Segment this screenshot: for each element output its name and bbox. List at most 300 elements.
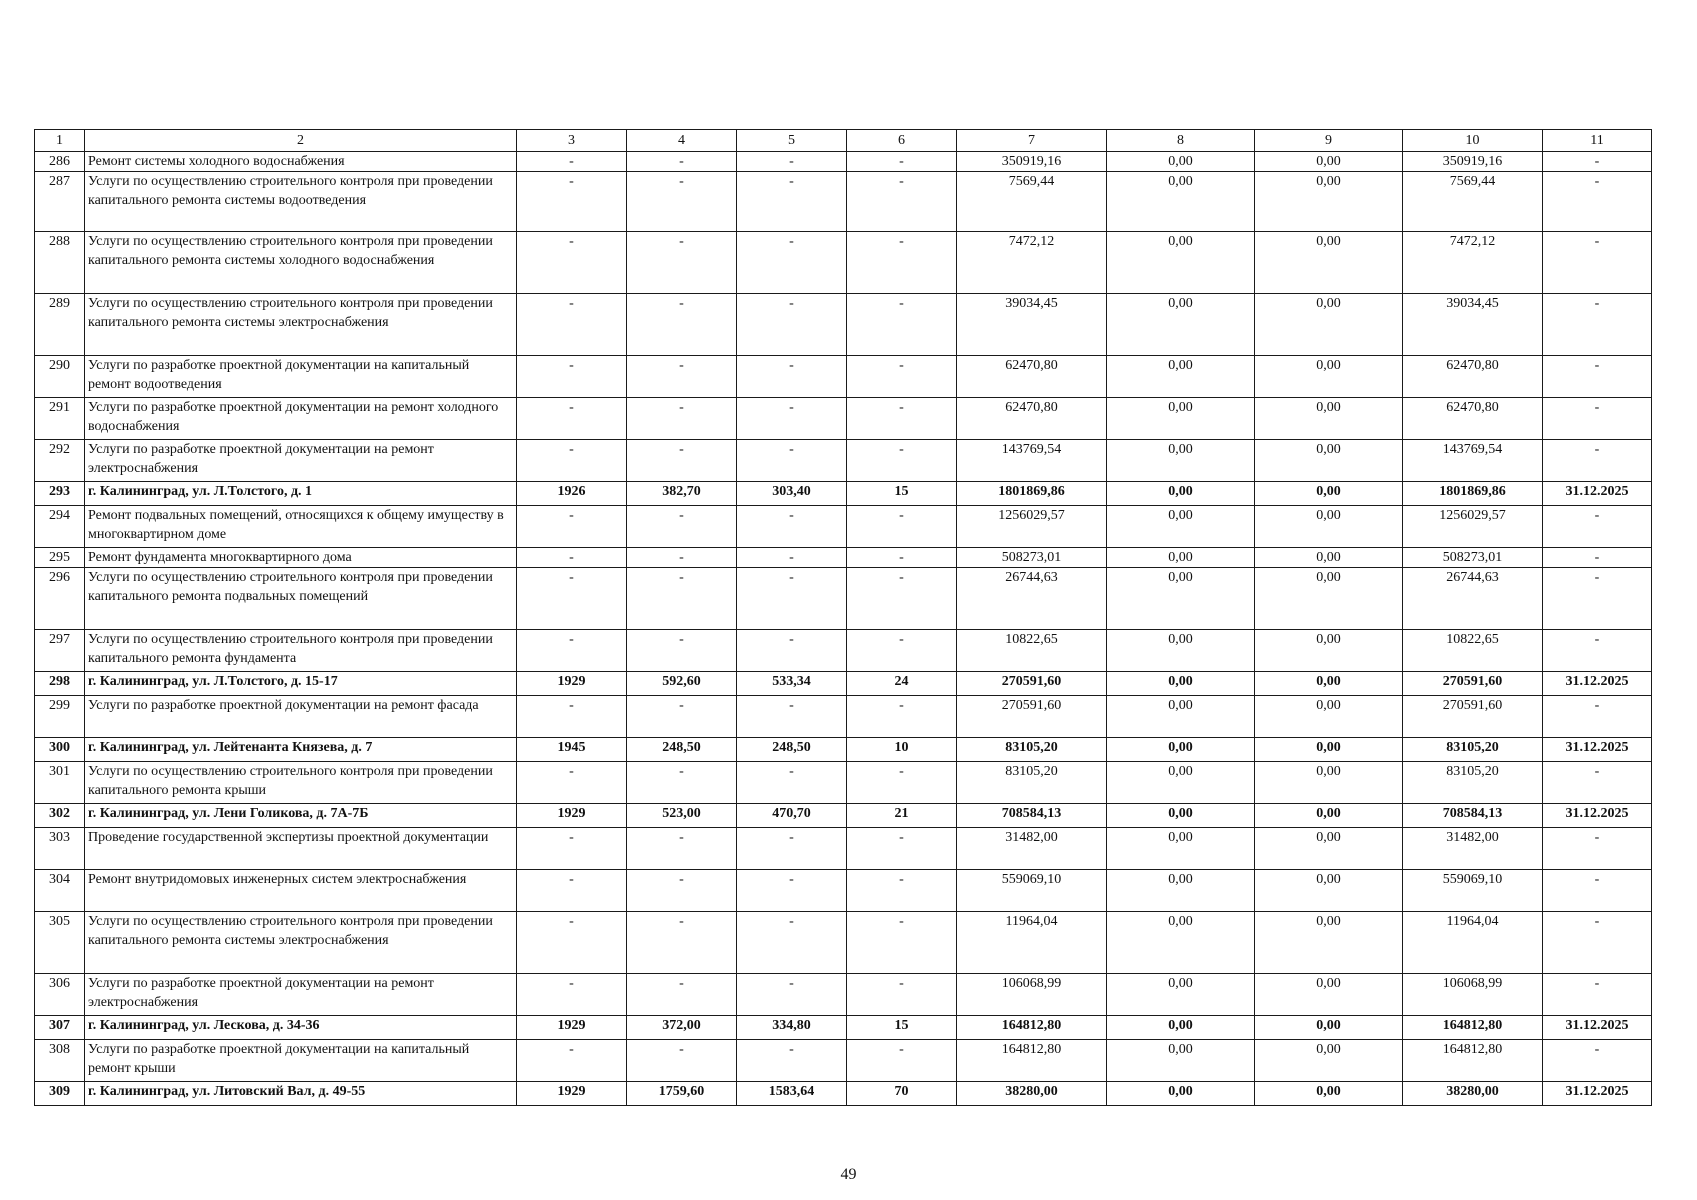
row-cost-fund: 0,00: [1107, 482, 1255, 506]
row-area-total: -: [627, 398, 737, 440]
row-residents: -: [847, 356, 957, 398]
row-cost-owners: 708584,13: [1403, 804, 1543, 828]
row-cost-fund: 0,00: [1107, 356, 1255, 398]
row-year: 1929: [517, 804, 627, 828]
row-deadline: -: [1543, 630, 1652, 672]
row-number: 296: [35, 568, 85, 630]
row-cost-owners: 270591,60: [1403, 696, 1543, 738]
register-sheet: [34, 129, 1651, 1106]
row-cost-owners: 31482,00: [1403, 828, 1543, 870]
row-residents: -: [847, 630, 957, 672]
row-cost-budget: 0,00: [1255, 568, 1403, 630]
row-description: Ремонт фундамента многоквартирного дома: [85, 548, 517, 568]
row-residents: -: [847, 1040, 957, 1082]
row-cost-owners: 83105,20: [1403, 762, 1543, 804]
row-residents: 10: [847, 738, 957, 762]
row-cost-budget: 0,00: [1255, 294, 1403, 356]
table-body: [35, 130, 1652, 1106]
row-cost-budget: 0,00: [1255, 172, 1403, 232]
row-cost-fund: 0,00: [1107, 548, 1255, 568]
row-year: -: [517, 912, 627, 974]
row-year: -: [517, 974, 627, 1016]
row-number: 293: [35, 482, 85, 506]
address-row: [35, 804, 1652, 828]
row-description: г. Калининград, ул. Лени Голикова, д. 7А-7Б: [85, 804, 517, 828]
row-residents: -: [847, 294, 957, 356]
row-description: Услуги по разработке проектной документации на ремонт фасада: [85, 696, 517, 738]
row-cost-total: 38280,00: [957, 1082, 1107, 1106]
row-cost-owners: 62470,80: [1403, 398, 1543, 440]
work-row: [35, 912, 1652, 974]
row-year: -: [517, 548, 627, 568]
row-cost-total: 708584,13: [957, 804, 1107, 828]
row-area-total: 523,00: [627, 804, 737, 828]
row-area-living: -: [737, 506, 847, 548]
row-year: -: [517, 1040, 627, 1082]
row-year: 1926: [517, 482, 627, 506]
row-cost-fund: 0,00: [1107, 870, 1255, 912]
row-cost-budget: 0,00: [1255, 696, 1403, 738]
row-number: 301: [35, 762, 85, 804]
row-year: -: [517, 630, 627, 672]
row-description: Услуги по осуществлению строительного контроля при проведении капитального ремонта системы водоотведения: [85, 172, 517, 232]
row-residents: -: [847, 568, 957, 630]
row-number: 292: [35, 440, 85, 482]
row-deadline: -: [1543, 172, 1652, 232]
row-deadline: 31.12.2025: [1543, 1016, 1652, 1040]
row-area-living: -: [737, 1040, 847, 1082]
row-year: -: [517, 440, 627, 482]
row-cost-budget: 0,00: [1255, 1082, 1403, 1106]
row-cost-total: 7472,12: [957, 232, 1107, 294]
row-deadline: -: [1543, 152, 1652, 172]
row-year: -: [517, 356, 627, 398]
address-row: [35, 482, 1652, 506]
row-area-total: -: [627, 912, 737, 974]
row-deadline: -: [1543, 232, 1652, 294]
row-number: 306: [35, 974, 85, 1016]
row-cost-total: 559069,10: [957, 870, 1107, 912]
row-year: -: [517, 568, 627, 630]
row-cost-fund: 0,00: [1107, 172, 1255, 232]
row-residents: 24: [847, 672, 957, 696]
row-cost-total: 39034,45: [957, 294, 1107, 356]
work-row: [35, 696, 1652, 738]
row-year: -: [517, 294, 627, 356]
row-cost-owners: 270591,60: [1403, 672, 1543, 696]
row-number: 288: [35, 232, 85, 294]
work-row: [35, 294, 1652, 356]
row-cost-budget: 0,00: [1255, 630, 1403, 672]
row-cost-budget: 0,00: [1255, 870, 1403, 912]
row-area-living: -: [737, 398, 847, 440]
row-description: Услуги по осуществлению строительного контроля при проведении капитального ремонта системы электроснабжения: [85, 912, 517, 974]
row-residents: -: [847, 232, 957, 294]
row-cost-owners: 508273,01: [1403, 548, 1543, 568]
row-cost-total: 164812,80: [957, 1016, 1107, 1040]
column-header: 5: [737, 130, 847, 152]
row-area-living: -: [737, 974, 847, 1016]
column-header: 4: [627, 130, 737, 152]
row-number: 303: [35, 828, 85, 870]
row-deadline: 31.12.2025: [1543, 738, 1652, 762]
row-number: 291: [35, 398, 85, 440]
row-cost-fund: 0,00: [1107, 762, 1255, 804]
row-cost-owners: 11964,04: [1403, 912, 1543, 974]
row-cost-fund: 0,00: [1107, 1040, 1255, 1082]
row-deadline: -: [1543, 696, 1652, 738]
row-description: г. Калининград, ул. Л.Толстого, д. 1: [85, 482, 517, 506]
row-area-total: -: [627, 762, 737, 804]
work-row: [35, 548, 1652, 568]
row-area-total: -: [627, 568, 737, 630]
row-area-total: -: [627, 696, 737, 738]
row-area-total: -: [627, 974, 737, 1016]
row-area-living: 334,80: [737, 1016, 847, 1040]
row-cost-total: 26744,63: [957, 568, 1107, 630]
row-cost-total: 62470,80: [957, 356, 1107, 398]
row-cost-budget: 0,00: [1255, 232, 1403, 294]
row-cost-total: 1801869,86: [957, 482, 1107, 506]
row-cost-budget: 0,00: [1255, 828, 1403, 870]
row-area-total: -: [627, 172, 737, 232]
row-deadline: -: [1543, 506, 1652, 548]
row-cost-total: 350919,16: [957, 152, 1107, 172]
row-residents: 70: [847, 1082, 957, 1106]
row-area-living: -: [737, 912, 847, 974]
row-cost-fund: 0,00: [1107, 506, 1255, 548]
row-cost-total: 270591,60: [957, 696, 1107, 738]
row-deadline: 31.12.2025: [1543, 672, 1652, 696]
row-area-living: 248,50: [737, 738, 847, 762]
row-cost-budget: 0,00: [1255, 548, 1403, 568]
row-deadline: -: [1543, 870, 1652, 912]
column-header: 6: [847, 130, 957, 152]
row-year: -: [517, 506, 627, 548]
row-residents: -: [847, 398, 957, 440]
row-residents: -: [847, 870, 957, 912]
row-residents: -: [847, 548, 957, 568]
row-cost-owners: 38280,00: [1403, 1082, 1543, 1106]
row-deadline: -: [1543, 828, 1652, 870]
row-cost-fund: 0,00: [1107, 294, 1255, 356]
row-cost-total: 7569,44: [957, 172, 1107, 232]
row-deadline: 31.12.2025: [1543, 804, 1652, 828]
row-cost-budget: 0,00: [1255, 1040, 1403, 1082]
row-year: 1929: [517, 1082, 627, 1106]
row-area-total: 248,50: [627, 738, 737, 762]
row-cost-fund: 0,00: [1107, 974, 1255, 1016]
row-cost-budget: 0,00: [1255, 152, 1403, 172]
row-cost-fund: 0,00: [1107, 1082, 1255, 1106]
address-row: [35, 1082, 1652, 1106]
row-number: 307: [35, 1016, 85, 1040]
row-area-total: -: [627, 506, 737, 548]
row-cost-owners: 164812,80: [1403, 1040, 1543, 1082]
row-number: 287: [35, 172, 85, 232]
row-deadline: -: [1543, 568, 1652, 630]
row-description: г. Калининград, ул. Л.Толстого, д. 15-17: [85, 672, 517, 696]
row-area-living: -: [737, 440, 847, 482]
row-cost-owners: 1801869,86: [1403, 482, 1543, 506]
row-cost-owners: 106068,99: [1403, 974, 1543, 1016]
row-area-total: -: [627, 828, 737, 870]
row-cost-budget: 0,00: [1255, 912, 1403, 974]
row-residents: -: [847, 506, 957, 548]
row-description: Ремонт внутридомовых инженерных систем электроснабжения: [85, 870, 517, 912]
column-header: 11: [1543, 130, 1652, 152]
row-area-total: -: [627, 1040, 737, 1082]
work-row: [35, 870, 1652, 912]
row-number: 294: [35, 506, 85, 548]
row-description: Услуги по осуществлению строительного контроля при проведении капитального ремонта крыши: [85, 762, 517, 804]
row-cost-budget: 0,00: [1255, 974, 1403, 1016]
row-deadline: -: [1543, 398, 1652, 440]
work-row: [35, 440, 1652, 482]
row-cost-budget: 0,00: [1255, 804, 1403, 828]
row-description: Услуги по осуществлению строительного контроля при проведении капитального ремонта системы холодного водоснабжения: [85, 232, 517, 294]
row-residents: 15: [847, 1016, 957, 1040]
row-cost-fund: 0,00: [1107, 568, 1255, 630]
header-row: [35, 130, 1652, 152]
row-description: Услуги по осуществлению строительного контроля при проведении капитального ремонта фундамента: [85, 630, 517, 672]
column-header: 9: [1255, 130, 1403, 152]
row-number: 290: [35, 356, 85, 398]
row-area-total: -: [627, 440, 737, 482]
row-number: 302: [35, 804, 85, 828]
row-cost-budget: 0,00: [1255, 506, 1403, 548]
row-cost-fund: 0,00: [1107, 440, 1255, 482]
row-area-living: 1583,64: [737, 1082, 847, 1106]
row-cost-owners: 164812,80: [1403, 1016, 1543, 1040]
row-number: 304: [35, 870, 85, 912]
row-cost-owners: 26744,63: [1403, 568, 1543, 630]
row-deadline: -: [1543, 762, 1652, 804]
row-cost-total: 83105,20: [957, 762, 1107, 804]
row-deadline: -: [1543, 974, 1652, 1016]
row-year: 1945: [517, 738, 627, 762]
column-header: 8: [1107, 130, 1255, 152]
row-year: -: [517, 762, 627, 804]
row-year: -: [517, 172, 627, 232]
row-area-total: 372,00: [627, 1016, 737, 1040]
work-row: [35, 630, 1652, 672]
row-cost-owners: 7569,44: [1403, 172, 1543, 232]
row-cost-owners: 39034,45: [1403, 294, 1543, 356]
work-row: [35, 398, 1652, 440]
row-residents: 21: [847, 804, 957, 828]
row-area-total: -: [627, 232, 737, 294]
row-number: 298: [35, 672, 85, 696]
work-row: [35, 568, 1652, 630]
row-description: Услуги по разработке проектной документации на ремонт электроснабжения: [85, 974, 517, 1016]
row-year: -: [517, 870, 627, 912]
row-residents: -: [847, 974, 957, 1016]
row-deadline: 31.12.2025: [1543, 1082, 1652, 1106]
row-cost-budget: 0,00: [1255, 482, 1403, 506]
row-number: 305: [35, 912, 85, 974]
row-residents: -: [847, 828, 957, 870]
row-description: Услуги по разработке проектной документации на ремонт электроснабжения: [85, 440, 517, 482]
work-row: [35, 1040, 1652, 1082]
row-cost-total: 83105,20: [957, 738, 1107, 762]
row-cost-total: 1256029,57: [957, 506, 1107, 548]
row-number: 286: [35, 152, 85, 172]
row-residents: -: [847, 912, 957, 974]
row-cost-total: 164812,80: [957, 1040, 1107, 1082]
row-cost-fund: 0,00: [1107, 696, 1255, 738]
row-area-living: -: [737, 696, 847, 738]
row-area-living: -: [737, 568, 847, 630]
row-area-living: -: [737, 548, 847, 568]
row-area-living: -: [737, 294, 847, 356]
row-cost-budget: 0,00: [1255, 1016, 1403, 1040]
column-header: 1: [35, 130, 85, 152]
row-residents: 15: [847, 482, 957, 506]
row-deadline: 31.12.2025: [1543, 482, 1652, 506]
work-row: [35, 356, 1652, 398]
row-description: Услуги по осуществлению строительного контроля при проведении капитального ремонта подвальных помещений: [85, 568, 517, 630]
work-row: [35, 232, 1652, 294]
address-row: [35, 738, 1652, 762]
row-cost-owners: 7472,12: [1403, 232, 1543, 294]
row-cost-fund: 0,00: [1107, 828, 1255, 870]
row-cost-total: 270591,60: [957, 672, 1107, 696]
row-deadline: -: [1543, 294, 1652, 356]
row-description: Услуги по разработке проектной документации на капитальный ремонт водоотведения: [85, 356, 517, 398]
row-cost-total: 508273,01: [957, 548, 1107, 568]
row-description: Услуги по осуществлению строительного контроля при проведении капитального ремонта системы электроснабжения: [85, 294, 517, 356]
row-cost-owners: 1256029,57: [1403, 506, 1543, 548]
address-row: [35, 672, 1652, 696]
row-area-total: -: [627, 870, 737, 912]
row-year: -: [517, 828, 627, 870]
row-year: 1929: [517, 1016, 627, 1040]
row-residents: -: [847, 172, 957, 232]
row-deadline: -: [1543, 912, 1652, 974]
row-residents: -: [847, 696, 957, 738]
row-residents: -: [847, 152, 957, 172]
work-row: [35, 172, 1652, 232]
work-row: [35, 152, 1652, 172]
row-cost-fund: 0,00: [1107, 804, 1255, 828]
row-area-total: -: [627, 630, 737, 672]
row-description: Услуги по разработке проектной документации на капитальный ремонт крыши: [85, 1040, 517, 1082]
row-deadline: -: [1543, 548, 1652, 568]
row-area-total: 592,60: [627, 672, 737, 696]
row-cost-budget: 0,00: [1255, 762, 1403, 804]
row-area-total: 1759,60: [627, 1082, 737, 1106]
row-cost-fund: 0,00: [1107, 1016, 1255, 1040]
row-cost-fund: 0,00: [1107, 232, 1255, 294]
row-cost-total: 106068,99: [957, 974, 1107, 1016]
row-area-total: -: [627, 548, 737, 568]
row-cost-owners: 83105,20: [1403, 738, 1543, 762]
row-cost-owners: 143769,54: [1403, 440, 1543, 482]
row-description: Проведение государственной экспертизы проектной документации: [85, 828, 517, 870]
row-cost-budget: 0,00: [1255, 738, 1403, 762]
row-cost-fund: 0,00: [1107, 152, 1255, 172]
row-number: 309: [35, 1082, 85, 1106]
row-area-total: 382,70: [627, 482, 737, 506]
row-year: -: [517, 696, 627, 738]
row-area-living: 533,34: [737, 672, 847, 696]
row-cost-total: 31482,00: [957, 828, 1107, 870]
row-cost-budget: 0,00: [1255, 440, 1403, 482]
row-cost-fund: 0,00: [1107, 630, 1255, 672]
row-cost-owners: 62470,80: [1403, 356, 1543, 398]
row-area-living: -: [737, 152, 847, 172]
row-number: 308: [35, 1040, 85, 1082]
row-area-total: -: [627, 356, 737, 398]
work-row: [35, 506, 1652, 548]
row-area-living: 470,70: [737, 804, 847, 828]
row-area-living: -: [737, 762, 847, 804]
row-description: г. Калининград, ул. Лейтенанта Князева, д. 7: [85, 738, 517, 762]
row-number: 295: [35, 548, 85, 568]
row-cost-budget: 0,00: [1255, 672, 1403, 696]
row-description: г. Калининград, ул. Лескова, д. 34-36: [85, 1016, 517, 1040]
row-residents: -: [847, 440, 957, 482]
row-year: -: [517, 398, 627, 440]
row-year: -: [517, 152, 627, 172]
row-description: Услуги по разработке проектной документации на ремонт холодного водоснабжения: [85, 398, 517, 440]
repair-register-table: [34, 129, 1652, 1106]
row-cost-total: 11964,04: [957, 912, 1107, 974]
row-area-living: -: [737, 870, 847, 912]
row-cost-budget: 0,00: [1255, 398, 1403, 440]
row-area-living: -: [737, 232, 847, 294]
row-year: -: [517, 232, 627, 294]
row-area-living: 303,40: [737, 482, 847, 506]
row-cost-fund: 0,00: [1107, 672, 1255, 696]
row-area-living: -: [737, 172, 847, 232]
row-cost-budget: 0,00: [1255, 356, 1403, 398]
column-header: 3: [517, 130, 627, 152]
row-cost-owners: 559069,10: [1403, 870, 1543, 912]
address-row: [35, 1016, 1652, 1040]
column-header: 7: [957, 130, 1107, 152]
row-cost-fund: 0,00: [1107, 398, 1255, 440]
row-cost-fund: 0,00: [1107, 912, 1255, 974]
row-area-living: -: [737, 630, 847, 672]
row-area-living: -: [737, 356, 847, 398]
row-year: 1929: [517, 672, 627, 696]
row-area-total: -: [627, 294, 737, 356]
row-number: 300: [35, 738, 85, 762]
work-row: [35, 974, 1652, 1016]
row-cost-owners: 10822,65: [1403, 630, 1543, 672]
row-cost-total: 10822,65: [957, 630, 1107, 672]
row-cost-fund: 0,00: [1107, 738, 1255, 762]
row-description: г. Калининград, ул. Литовский Вал, д. 49-55: [85, 1082, 517, 1106]
page-number: 49: [840, 1166, 857, 1183]
row-area-living: -: [737, 828, 847, 870]
row-cost-total: 62470,80: [957, 398, 1107, 440]
row-number: 299: [35, 696, 85, 738]
row-description: Ремонт системы холодного водоснабжения: [85, 152, 517, 172]
work-row: [35, 762, 1652, 804]
row-residents: -: [847, 762, 957, 804]
work-row: [35, 828, 1652, 870]
row-deadline: -: [1543, 356, 1652, 398]
row-number: 289: [35, 294, 85, 356]
row-deadline: -: [1543, 1040, 1652, 1082]
column-header: 10: [1403, 130, 1543, 152]
column-header: 2: [85, 130, 517, 152]
row-cost-owners: 350919,16: [1403, 152, 1543, 172]
row-description: Ремонт подвальных помещений, относящихся к общему имуществу в многоквартирном доме: [85, 506, 517, 548]
